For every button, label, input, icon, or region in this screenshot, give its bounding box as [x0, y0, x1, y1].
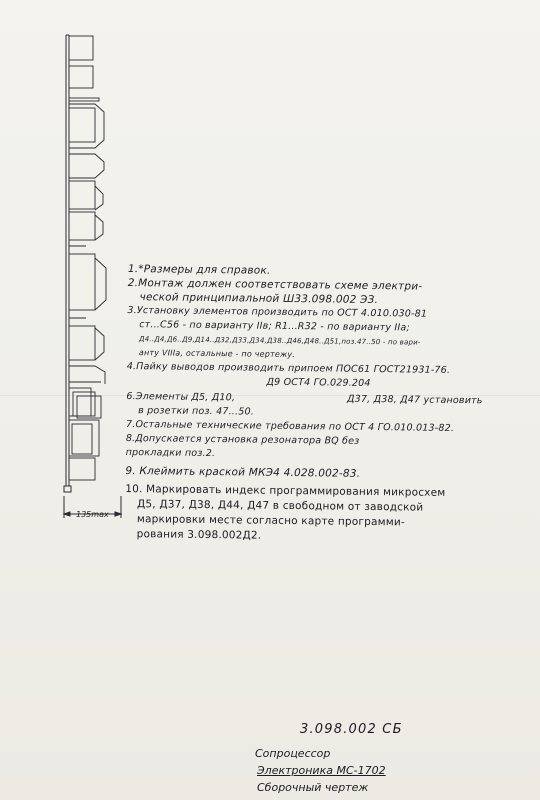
note-2: 2.Монтаж должен соответствовать схеме электри- ческой принципиальной Ш33.098.002 ЭЗ.: [127, 276, 423, 307]
document-code: 3.098.002 СБ: [300, 722, 403, 737]
note-5: Д9 ОСТ4 ГО.029.204: [266, 376, 371, 389]
note-1: 1.*Размеры для справок.: [127, 262, 271, 277]
note-7: 7.Остальные технические требования по ОСТ 4 ГО.010.013-82.: [125, 418, 455, 434]
title-block: [255, 745, 386, 796]
title-device: Электроника МС-1702: [257, 764, 386, 777]
dimension-label: 135max: [76, 510, 109, 519]
note-3: 3.Установку элементов производить по ОСТ 4.010.030-81 ст...С56 - по варианту IIв; R1...R32 - по варианту IIа; Д4..Д4,Д6..Д9,Д14..Д32,Д33,Д34,Д38..Д46,Д48..Д51,поз.47..50 - по вари- анту VIIIа, остальные - по чертежу.: [127, 304, 428, 360]
technical-notes: [125, 262, 528, 547]
title-product: Сопроцессор: [255, 747, 331, 760]
note-6: 6.Элементы Д5, Д10, Д37, Д38, Д47 установить в розетки поз. 47...50.: [126, 390, 483, 418]
component-stack: [69, 36, 106, 480]
note-4: 4.Пайку выводов производить припоем ПОС61 ГОСТ21931-76.: [126, 360, 451, 376]
title-doc-type: Сборочный чертеж: [257, 781, 369, 794]
note-8: 8.Допускается установка резонатора BQ без прокладки поз.2.: [125, 432, 360, 460]
note-10: 10. Маркировать индекс программирования микросхем Д5, Д37, Д38, Д44, Д47 в свободном от заводской маркировки месте согласно карте программи- рования 3.098.002Д2.: [125, 482, 446, 542]
note-9: 9. Клеймить краской МКЭ4 4.028.002-83.: [125, 464, 361, 480]
